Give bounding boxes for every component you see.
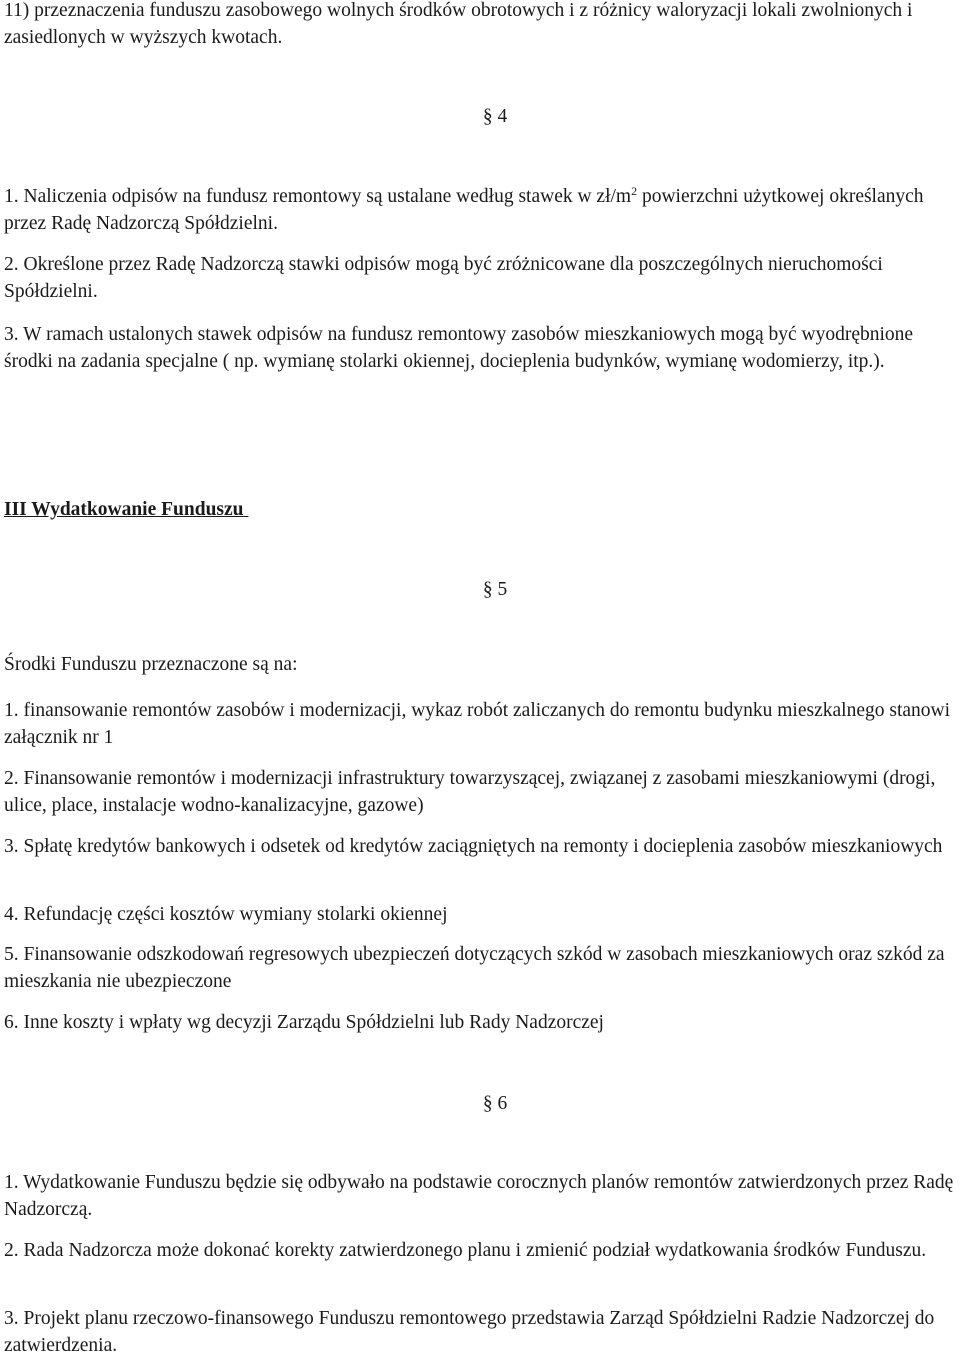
section-5-item-2: 2. Finansowanie remontów i modernizacji infrastruktury towarzyszącej, związanej z zasobami mieszkaniowymi (drogi, ulice, place, instalacje wodno-kanalizacyjne, gazowe) bbox=[4, 768, 936, 816]
section-4-paragraph-1 bbox=[4, 183, 958, 237]
section-6-item-3: 3. Projekt planu rzeczowo-finansowego Funduszu remontowego przedstawia Zarząd Spółdzielni Radzie Nadzorczej do zatwierdzenia. bbox=[4, 1308, 935, 1356]
section-4-paragraph-2: 2. Określone przez Radę Nadzorczą stawki odpisów mogą być zróżnicowane dla poszczególnych nieruchomości Spółdzielni. bbox=[4, 254, 883, 302]
section-5-mark: § 5 bbox=[482, 579, 508, 600]
section-5-item-1: 1. finansowanie remontów zasobów i modernizacji, wykaz robót zaliczanych do remontu budynku mieszkalnego stanowi załącznik nr 1 bbox=[4, 700, 951, 748]
section-5-item-3: 3. Spłatę kredytów bankowych i odsetek od kredytów zaciągniętych na remonty i docieplenia zasobów mieszkaniowych bbox=[4, 836, 943, 857]
paragraph-item-11: 11) przeznaczenia funduszu zasobowego wolnych środków obrotowych i z różnicy waloryzacji lokali zwolnionych i zasiedlonych w wyższych kwotach. bbox=[4, 0, 913, 48]
section-5-item-4: 4. Refundację części kosztów wymiany stolarki okiennej bbox=[4, 904, 448, 925]
section-5-item-6: 6. Inne koszty i wpłaty wg decyzji Zarządu Spółdzielni lub Rady Nadzorczej bbox=[4, 1012, 604, 1033]
section-4-paragraph-3: 3. W ramach ustalonych stawek odpisów na fundusz remontowy zasobów mieszkaniowych mogą być wyodrębnione środki na zadania specjalne ( np. wymianę stolarki okiennej, docieplenia budynków, wymianę wodomierzy, itp.). bbox=[4, 324, 914, 372]
section-6-mark: § 6 bbox=[482, 1093, 508, 1114]
section-4-mark: § 4 bbox=[482, 106, 508, 127]
section-6-item-2: 2. Rada Nadzorcza może dokonać korekty zatwierdzonego planu i zmienić podział wydatkowania środków Funduszu. bbox=[4, 1240, 927, 1261]
section-4-paragraph-1-text-end: powierzchni użytkowej określanych przez Radę Nadzorczą Spółdzielni. bbox=[4, 186, 924, 234]
section-6-item-1: 1. Wydatkowanie Funduszu będzie się odbywało na podstawie corocznych planów remontów zatwierdzonych przez Radę Nadzorczą. bbox=[4, 1172, 954, 1220]
section-4-paragraph-1-text: 1. Naliczenia odpisów na fundusz remontowy są ustalane według stawek w zł/m bbox=[4, 186, 632, 207]
superscript-two: 2 bbox=[631, 184, 638, 198]
chapter-heading: III Wydatkowanie Funduszu bbox=[4, 499, 249, 520]
section-5-item-5: 5. Finansowanie odszkodowań regresowych ubezpieczeń dotyczących szkód w zasobach mieszkaniowych oraz szkód za mieszkania nie ubezpieczone bbox=[4, 944, 945, 992]
section-5-intro: Środki Funduszu przeznaczone są na: bbox=[4, 654, 298, 675]
